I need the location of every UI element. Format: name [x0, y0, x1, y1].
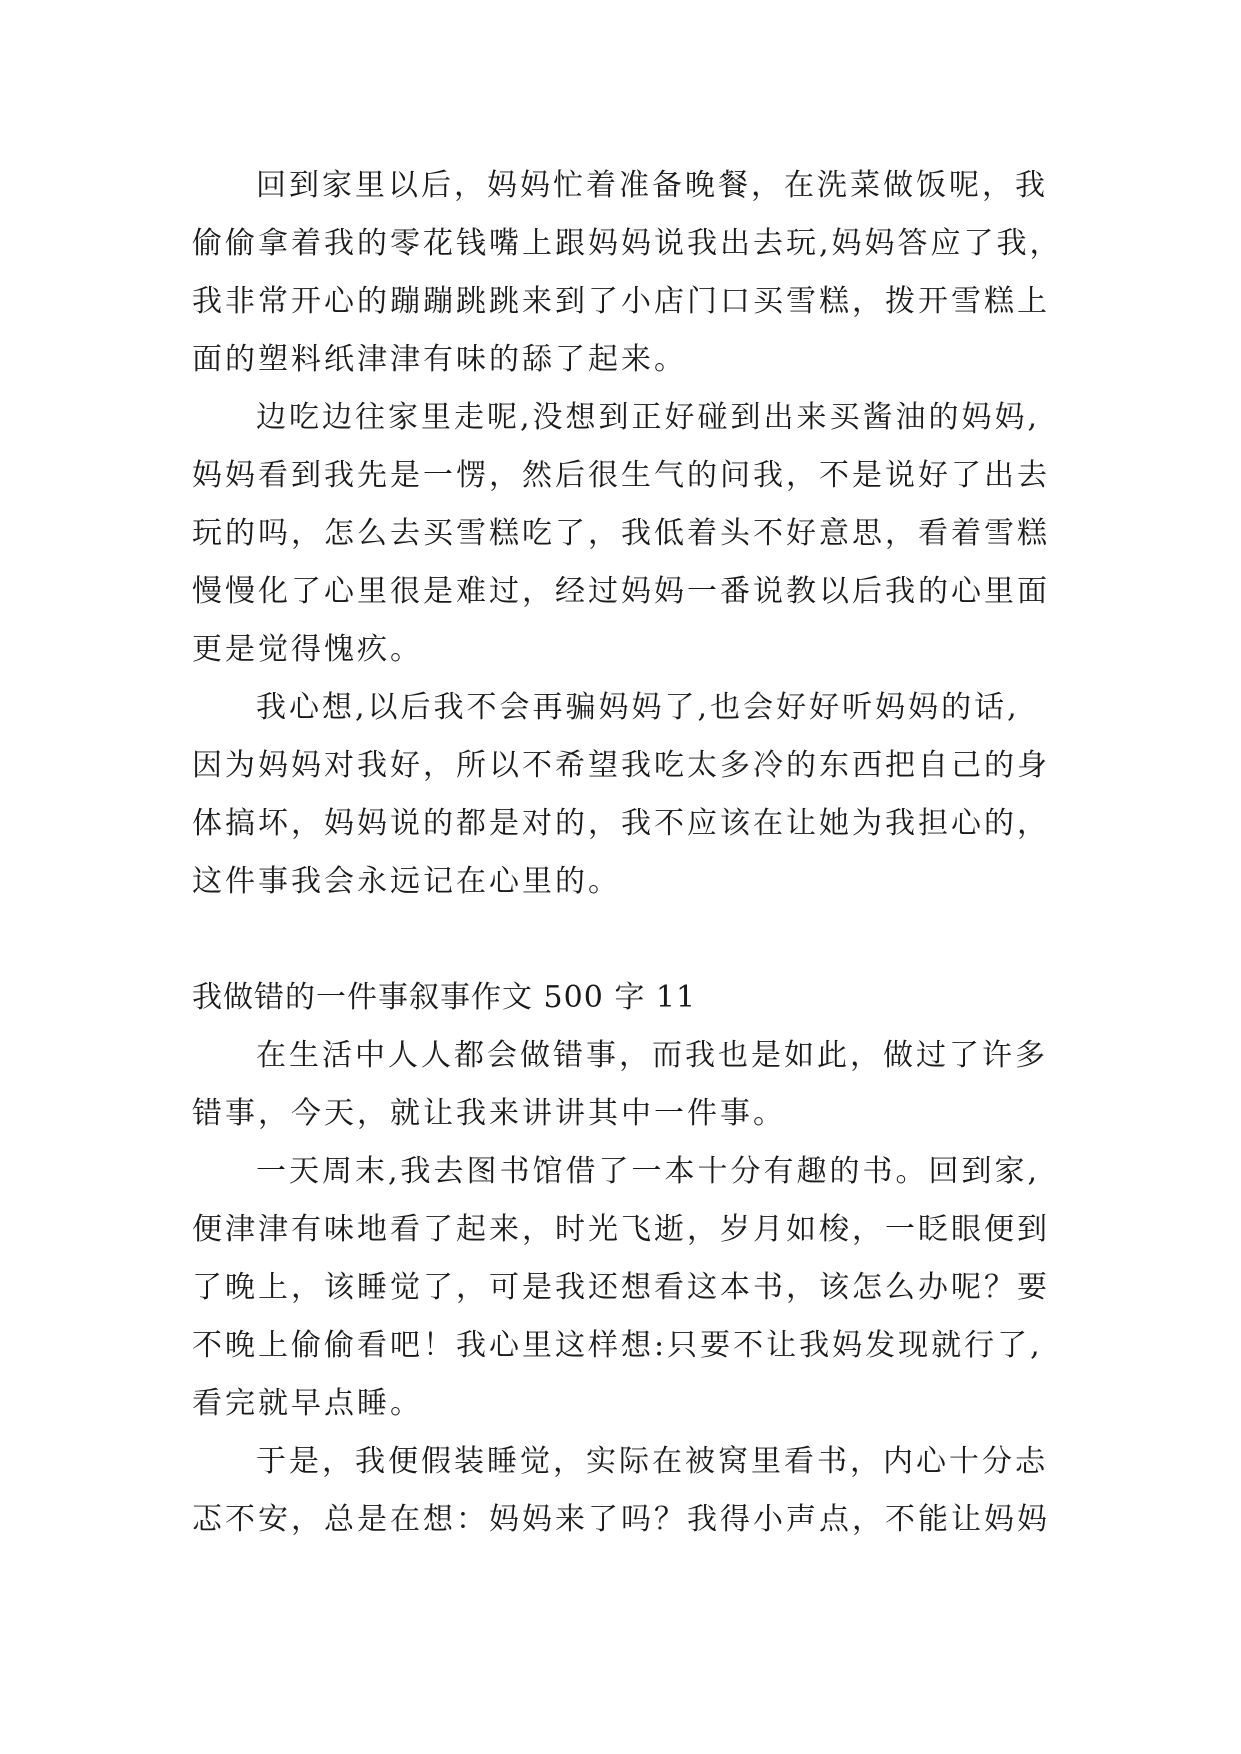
- paragraph: [192, 389, 1072, 679]
- text-line: 更是觉得愧疚。: [192, 632, 423, 667]
- text-line: 错事，今天，就让我来讲讲其中一件事。: [192, 1096, 786, 1131]
- text-line: 我心想,以后我不会再骗妈妈了,也会好好听妈妈的话,: [256, 690, 1020, 725]
- text-line: 便津津有味地看了起来，时光飞逝，岁月如梭，一眨眼便到: [192, 1212, 1050, 1247]
- text-line: 了晚上，该睡觉了，可是我还想看这本书，该怎么办呢？要: [192, 1270, 1050, 1305]
- paragraph: [192, 679, 1072, 911]
- text-line: 体搞坏，妈妈说的都是对的，我不应该在让她为我担心的，: [192, 806, 1050, 841]
- section-gap: [192, 911, 1072, 969]
- text-line: 于是，我便假装睡觉，实际在被窝里看书，内心十分忐: [256, 1444, 1048, 1479]
- text-line: 边吃边往家里走呢,没想到正好碰到出来买酱油的妈妈,: [256, 400, 1041, 435]
- text-line: 这件事我会永远记在心里的。: [192, 864, 621, 899]
- text-line: 面的塑料纸津津有味的舔了起来。: [192, 342, 687, 377]
- text-line: 看完就早点睡。: [192, 1386, 423, 1421]
- text-line: 慢慢化了心里很是难过，经过妈妈一番说教以后我的心里面: [192, 574, 1050, 609]
- text-line: 玩的吗，怎么去买雪糕吃了，我低着头不好意思，看着雪糕: [192, 516, 1050, 551]
- paragraph: [192, 1433, 1072, 1549]
- text-line: 回到家里以后，妈妈忙着准备晚餐，在洗菜做饭呢，我: [256, 168, 1048, 203]
- paragraph: [192, 157, 1072, 389]
- text-line: 我非常开心的蹦蹦跳跳来到了小店门口买雪糕，拨开雪糕上: [192, 284, 1050, 319]
- text-line: 在生活中人人都会做错事，而我也是如此，做过了许多: [256, 1038, 1048, 1073]
- text-line: 偷偷拿着我的零花钱嘴上跟妈妈说我出去玩,妈妈答应了我，: [192, 226, 1063, 261]
- document-body: [192, 157, 1072, 1549]
- text-line: 妈妈看到我先是一愣，然后很生气的问我，不是说好了出去: [192, 458, 1050, 493]
- text-line: 不晚上偷偷看吧！我心里这样想:只要不让我妈发现就行了,: [192, 1328, 1043, 1363]
- text-line: 一天周末,我去图书馆借了一本十分有趣的书。回到家,: [256, 1154, 1041, 1189]
- paragraph: [192, 1143, 1072, 1433]
- section-title: 我做错的一件事叙事作文 500 字 11: [192, 980, 697, 1015]
- text-line: 忑不安，总是在想：妈妈来了吗？我得小声点，不能让妈妈: [192, 1502, 1050, 1537]
- paragraph: [192, 1027, 1072, 1143]
- text-line: 因为妈妈对我好，所以不希望我吃太多冷的东西把自己的身: [192, 748, 1050, 783]
